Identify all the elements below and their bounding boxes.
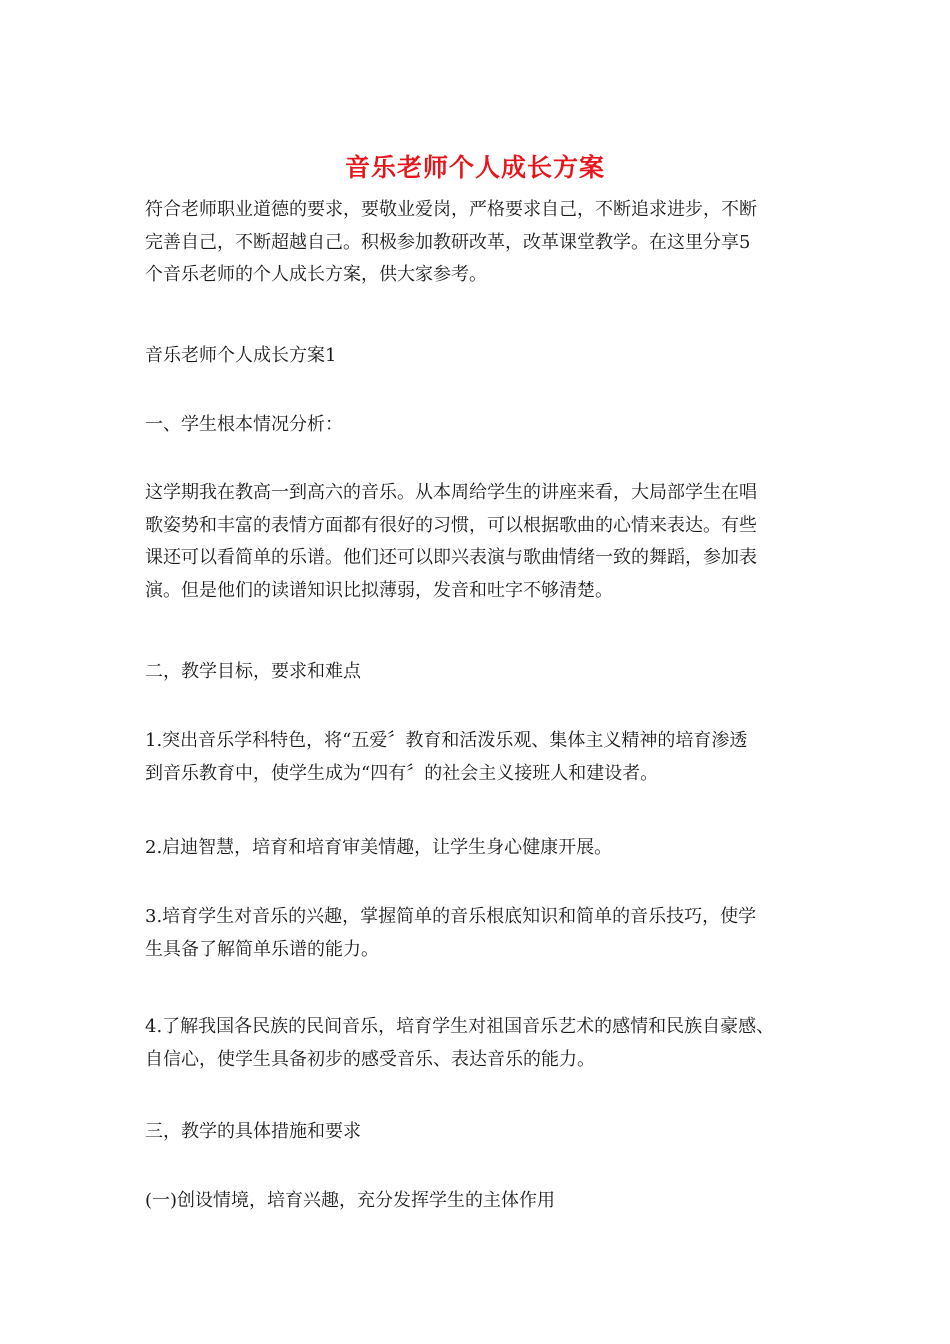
goal1-line: 1.突出音乐学科特色，将“五爱〞教育和活泼乐观、集体主义精神的培育渗透 — [145, 730, 748, 751]
intro-line: 个音乐老师的个人成长方案，供大家参考。 — [145, 264, 487, 285]
section3-heading: 三，教学的具体措施和要求 — [145, 1121, 361, 1142]
goal4-line: 自信心，使学生具备初步的感受音乐、表达音乐的能力。 — [145, 1048, 595, 1070]
section1-body — [145, 477, 815, 607]
section1-line: 演。但是他们的读谱知识比拟薄弱，发音和吐字不够清楚。 — [145, 579, 613, 601]
section1-line: 课还可以看简单的乐谱。他们还可以即兴表演与歌曲情绪一致的舞蹈，参加表 — [145, 547, 757, 568]
goal2-paragraph — [145, 832, 815, 865]
intro-line: 完善自己，不断超越自己。积极参加教研改革，改革课堂教学。在这里分享5 — [145, 231, 751, 253]
goal1-paragraph — [145, 725, 815, 790]
intro-paragraph — [145, 194, 815, 292]
intro-line: 符合老师职业道德的要求，要敬业爱岗，严格要求自己，不断追求进步，不断 — [145, 199, 757, 220]
section1-heading: 一、学生根本情况分析： — [145, 414, 343, 435]
goal4-line: 4.了解我国各民族的民间音乐，培育学生对祖国音乐艺术的感情和民族自豪感、 — [145, 1016, 775, 1037]
goal1-line: 到音乐教育中，使学生成为“四有〞的社会主义接班人和建设者。 — [145, 762, 659, 784]
measure1-heading: (一)创设情境，培育兴趣，充分发挥学生的主体作用 — [145, 1190, 556, 1211]
plan1-heading: 音乐老师个人成长方案1 — [145, 345, 337, 366]
document-title: 音乐老师个人成长方案 — [344, 153, 605, 182]
goal2-line: 2.启迪智慧，培育和培育审美情趣，让学生身心健康开展。 — [145, 837, 613, 858]
goal4-paragraph — [145, 1011, 815, 1076]
section1-line: 这学期我在教高一到高六的音乐。从本周给学生的讲座来看，大局部学生在唱 — [145, 482, 757, 503]
goal3-line: 3.培育学生对音乐的兴趣，掌握简单的音乐根底知识和简单的音乐技巧，使学 — [145, 906, 757, 927]
section2-heading: 二，教学目标，要求和难点 — [145, 661, 361, 682]
goal3-line: 生具备了解简单乐谱的能力。 — [145, 938, 379, 960]
goal3-paragraph — [145, 901, 815, 966]
section1-line: 歌姿势和丰富的表情方面都有很好的习惯，可以根据歌曲的心情来表达。有些 — [145, 514, 757, 536]
